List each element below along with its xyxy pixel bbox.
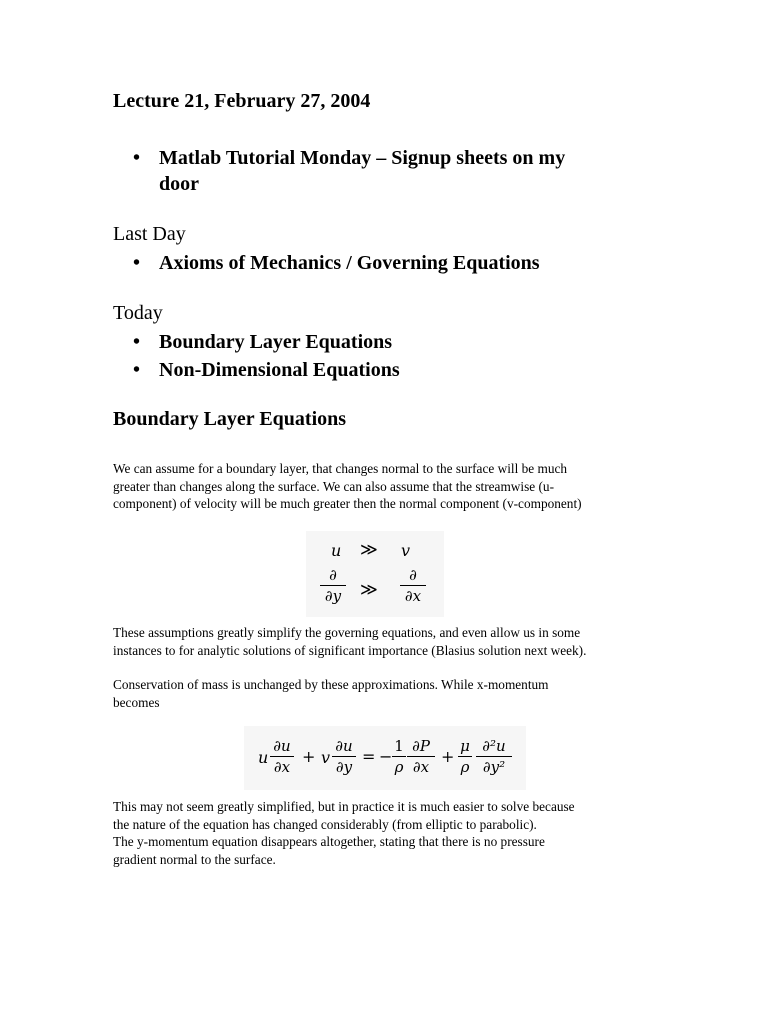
section-heading: Boundary Layer Equations (113, 408, 347, 430)
eq-v: v (321, 748, 331, 767)
bullet-icon: • (133, 147, 141, 169)
eq-one-over-rho-fraction (392, 737, 406, 776)
fraction-bar (392, 756, 406, 757)
eq-partial-y-fraction (320, 566, 346, 605)
frac-numerator: ∂ (409, 566, 417, 584)
frac-denominator: ∂x (412, 758, 430, 776)
paragraph (113, 624, 673, 659)
announcement-line-1: Matlab Tutorial Monday – Signup sheets on my (159, 147, 566, 169)
announcement-line-2: door (159, 173, 199, 195)
paragraph-line: the nature of the equation has changed considerably (from elliptic to parabolic). (113, 816, 537, 832)
bullet-icon: • (133, 359, 141, 381)
frac-numerator: ∂P (412, 737, 430, 755)
paragraph-line: greater than changes along the surface. We can also assume that the streamwise (u- (113, 478, 554, 494)
paragraph-line: The y-momentum equation disappears altogether, stating that there is no pressure (113, 834, 545, 850)
frac-numerator: ∂²u (482, 737, 506, 755)
frac-denominator: ρ (394, 758, 404, 776)
today-item-label: Boundary Layer Equations (159, 331, 393, 353)
paragraph (113, 798, 673, 868)
frac-denominator: ∂y² (482, 758, 506, 776)
frac-numerator: μ (460, 737, 470, 755)
frac-denominator: ∂y (335, 758, 353, 776)
frac-numerator: ∂u (335, 737, 353, 755)
paragraph-line: becomes (113, 694, 160, 710)
bullet-icon: • (133, 252, 141, 274)
eq-plus: + (302, 747, 316, 766)
bullet-icon: • (133, 331, 141, 353)
last-day-label: Last Day (113, 223, 186, 245)
paragraph-line: This may not seem greatly simplified, but in practice it is much easier to solve because (113, 799, 575, 814)
frac-numerator: ∂u (273, 737, 291, 755)
eq-much-greater: ≫ (360, 540, 378, 560)
lecture-title: Lecture 21, February 27, 2004 (113, 90, 371, 112)
fraction-bar (332, 756, 356, 757)
paragraph (113, 460, 673, 513)
today-label: Today (113, 302, 163, 324)
paragraph-line: We can assume for a boundary layer, that changes normal to the surface will be much (113, 461, 568, 476)
fraction-bar (320, 585, 346, 586)
frac-numerator: 1 (394, 737, 404, 755)
frac-denominator: ρ (460, 758, 470, 776)
fraction-bar (400, 585, 426, 586)
frac-numerator: ∂ (329, 566, 337, 584)
eq-mu-over-rho-fraction (458, 737, 472, 776)
today-item-label: Non-Dimensional Equations (159, 359, 400, 381)
equation-scale-relations (306, 531, 444, 617)
equation-x-momentum (244, 726, 526, 790)
eq-du-dx-fraction (270, 737, 294, 776)
eq-u: u (258, 748, 269, 767)
eq-du-dy-fraction (332, 737, 356, 776)
eq-d2u-dy2-fraction (476, 737, 512, 776)
eq-u: u (331, 541, 342, 560)
fraction-bar (407, 756, 435, 757)
eq-much-greater: ≫ (360, 580, 378, 600)
eq-equals: = (362, 747, 376, 766)
eq-plus: + (441, 747, 455, 766)
paragraph (113, 676, 673, 711)
last-day-item-label: Axioms of Mechanics / Governing Equations (159, 252, 540, 274)
frac-denominator: ∂x (273, 758, 291, 776)
frac-denominator: ∂x (404, 587, 422, 605)
frac-denominator: ∂y (324, 587, 342, 605)
paragraph-line: gradient normal to the surface. (113, 851, 276, 867)
fraction-bar (458, 756, 472, 757)
paragraph-line: instances to for analytic solutions of significant importance (Blasius solution next week). (113, 642, 587, 658)
paragraph-line: component) of velocity will be much greater then the normal component (v-component) (113, 496, 582, 512)
fraction-bar (476, 756, 512, 757)
eq-partial-x-fraction (400, 566, 426, 605)
eq-dp-dx-fraction (407, 737, 435, 776)
paragraph-line: Conservation of mass is unchanged by these approximations. While x-momentum (113, 677, 549, 692)
eq-minus: − (379, 747, 393, 766)
fraction-bar (270, 756, 294, 757)
paragraph-line: These assumptions greatly simplify the governing equations, and even allow us in some (113, 625, 581, 640)
eq-v: v (401, 541, 411, 560)
